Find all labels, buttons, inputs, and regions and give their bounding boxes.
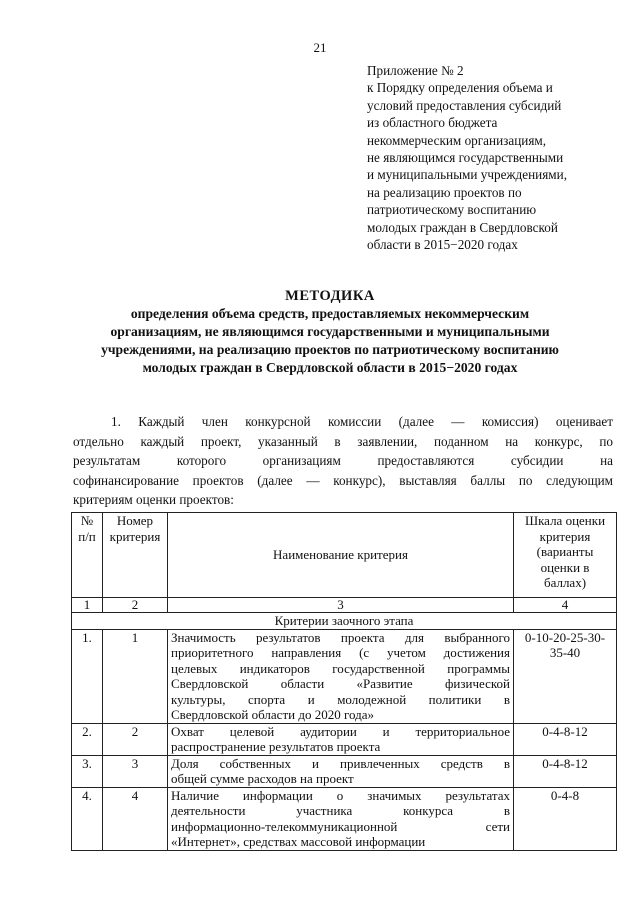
name-line: Доля собственных и привлеченных средств в: [171, 755, 510, 771]
scale-line: 0-4-8: [550, 787, 580, 803]
row-num: 1.: [72, 629, 103, 723]
row-criterion-name: [168, 629, 514, 723]
header-scale: [514, 513, 617, 598]
intro-paragraph: [73, 412, 613, 510]
table-row: [72, 629, 617, 723]
paragraph-line: 1. Каждый член конкурсной комиссии (далее — комиссия) оценивает: [111, 414, 613, 429]
column-index: 2: [103, 598, 168, 613]
header-criterion-number: [103, 513, 168, 598]
header-criterion-line: критерия: [109, 528, 161, 544]
column-index: 4: [514, 598, 617, 613]
appendix-line: из областного бюджета: [367, 115, 498, 131]
header-scale-line: Шкала оценки: [524, 513, 606, 528]
name-line: общей сумме расходов на проект: [171, 771, 354, 786]
header-scale-line: критерия: [539, 528, 591, 544]
name-line: целевых индикаторов государственной программы: [171, 660, 510, 676]
appendix-line: Приложение № 2: [367, 63, 464, 78]
name-line: Свердловской области «Развитие физической: [171, 676, 510, 691]
row-criterion-number: 1: [103, 629, 168, 723]
table-row: [72, 787, 617, 850]
paragraph-line: отдельно каждый проект, указанный в заявлении, поданном на конкурс, по: [73, 433, 613, 449]
row-criterion-name: [168, 787, 514, 850]
header-num: [72, 513, 103, 598]
paragraph-line: критериям оценки проектов:: [73, 492, 234, 507]
header-scale-line: оценки в: [540, 559, 590, 575]
table-row: [72, 723, 617, 755]
column-index-row: [72, 598, 617, 613]
appendix-line: области в 2015−2020 годах: [367, 237, 518, 253]
page-number: 21: [313, 40, 327, 55]
appendix-line: к Порядку определения объема и: [367, 80, 553, 96]
name-line: Значимость результатов проекта для выбранного: [171, 629, 510, 645]
header-num-line: №: [80, 513, 94, 528]
name-line: приоритетного направления (с учетом достижения: [171, 645, 510, 660]
scale-line: 0-4-8-12: [542, 723, 588, 739]
title-line: учреждениями, на реализацию проектов по патриотическому воспитанию: [101, 342, 559, 357]
appendix-line: не являющимся государственными: [367, 150, 564, 166]
section-row: [72, 613, 617, 630]
name-line: деятельности участника конкурса в: [171, 803, 510, 818]
row-criterion-number: 3: [103, 755, 168, 787]
row-scale: [514, 723, 617, 755]
paragraph-line: софинансирование проектов (далее — конкурс), выставляя баллы по следующим: [73, 472, 613, 488]
row-num: 3.: [72, 755, 103, 787]
row-scale: [514, 755, 617, 787]
table-row: [72, 755, 617, 787]
row-criterion-number: 4: [103, 787, 168, 850]
appendix-line: молодых граждан в Свердловской: [367, 219, 558, 235]
paragraph-line: результатам которого организациям предоставляются субсидии на: [73, 453, 613, 468]
name-line: Свердловской области до 2020 года»: [171, 707, 374, 722]
appendix-line: некоммерческим организациям,: [367, 132, 547, 148]
title-line: молодых граждан в Свердловской области в 2015−2020 годах: [142, 360, 518, 375]
name-line: информационно-телекоммуникационной сети: [171, 818, 510, 834]
appendix-line: патриотическому воспитанию: [367, 202, 537, 218]
row-criterion-name: [168, 755, 514, 787]
row-criterion-number: 2: [103, 723, 168, 755]
name-line: культуры, спорта и молодежной политики в: [171, 691, 510, 707]
header-criterion-line: Номер: [116, 513, 154, 528]
row-scale: [514, 629, 617, 723]
title-line: определения объема средств, предоставляемых некоммерческим: [130, 306, 530, 321]
scale-line: 0-4-8-12: [542, 755, 588, 771]
appendix-block: [367, 62, 617, 253]
table-header-row: [72, 513, 617, 598]
section-title: Критерии заочного этапа: [72, 613, 617, 630]
row-scale: [514, 787, 617, 850]
appendix-line: условий предоставления субсидий: [367, 97, 562, 113]
name-line: Наличие информации о значимых результатах: [171, 787, 510, 803]
name-line: «Интернет», средствах массовой информации: [171, 834, 426, 849]
row-num: 2.: [72, 723, 103, 755]
scale-line: 35-40: [549, 645, 581, 660]
title-main: МЕТОДИКА: [285, 288, 375, 304]
column-index: 3: [168, 598, 514, 613]
row-num: 4.: [72, 787, 103, 850]
appendix-line: на реализацию проектов по: [367, 184, 522, 200]
column-index: 1: [72, 598, 103, 613]
row-criterion-name: [168, 723, 514, 755]
header-num-line: п/п: [78, 528, 96, 544]
header-scale-line: (варианты: [536, 544, 594, 559]
header-criterion-name: Наименование критерия: [168, 513, 514, 598]
scale-line: 0-10-20-25-30-: [524, 629, 606, 645]
document-title: [60, 287, 600, 377]
name-line: распространение результатов проекта: [171, 739, 381, 754]
appendix-line: и муниципальными учреждениями,: [367, 167, 567, 183]
header-scale-line: баллах): [543, 575, 587, 590]
title-line: организациям, не являющимся государственными и муниципальными: [110, 324, 550, 339]
criteria-table: [71, 512, 617, 851]
name-line: Охват целевой аудитории и территориальное: [171, 723, 510, 739]
